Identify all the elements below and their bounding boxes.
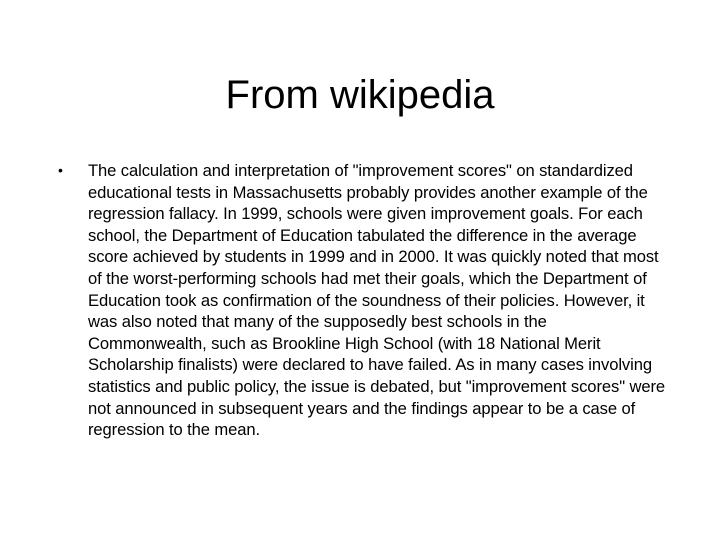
bullet-item — [58, 160, 668, 441]
bullet-text: The calculation and interpretation of "improvement scores" on standardized educational tests in Massachusetts probably provides another example of the regression fallacy. In 1999, schools were given improvement goals. For each school, the Department of Education tabulated the difference in the average score achieved by students in 1999 and in 2000. It was quickly noted that most of the worst-performing schools had met their goals, which the Department of Education took as confirmation of the soundness of their policies. However, it was also noted that many of the supposedly best schools in the Commonwealth, such as Brookline High School (with 18 National Merit Scholarship finalists) were declared to have failed. As in many cases involving statistics and public policy, the issue is debated, but "improvement scores" were not announced in subsequent years and the findings appear to be a case of regression to the mean. — [88, 161, 666, 440]
slide-title: From wikipedia — [225, 73, 495, 117]
bullet-marker: • — [58, 162, 63, 178]
bullet-list — [58, 160, 668, 441]
